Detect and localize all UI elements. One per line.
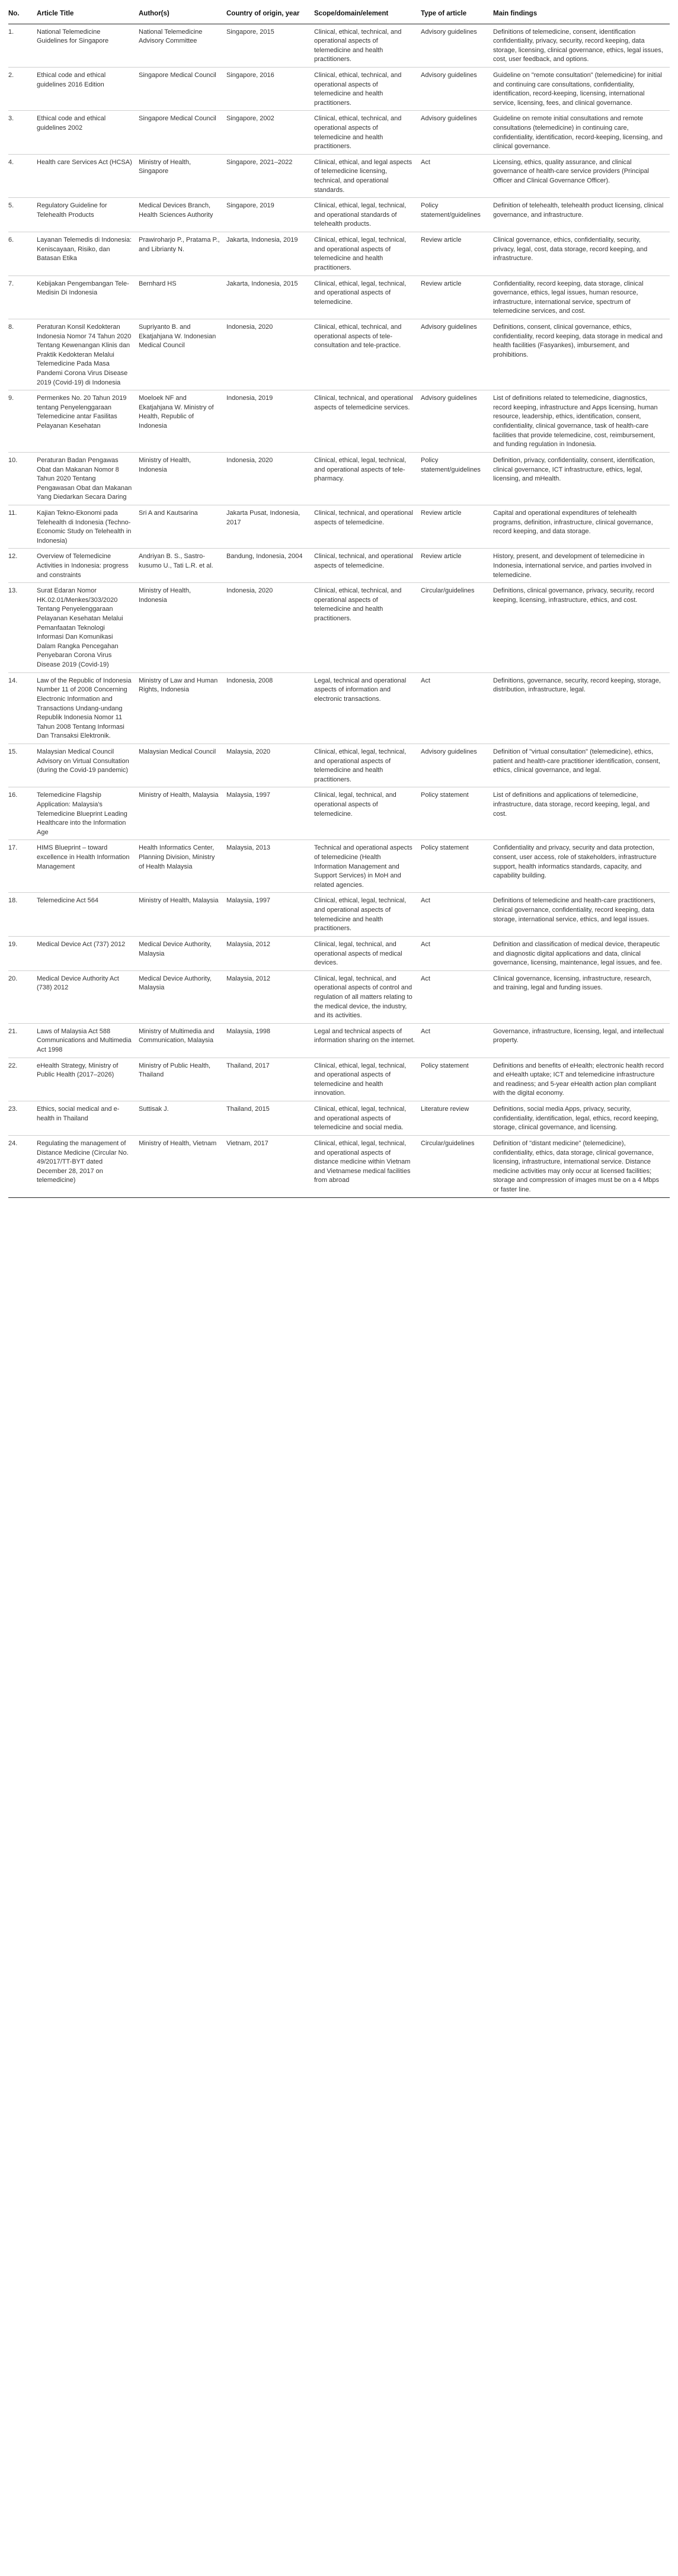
cell-scope: Clinical, ethical, and legal aspects of telemedicine licensing, technical, and operational standards. bbox=[314, 154, 421, 197]
cell-no: 21. bbox=[8, 1023, 37, 1058]
cell-no: 13. bbox=[8, 583, 37, 672]
cell-type: Literature review bbox=[421, 1101, 493, 1136]
cell-authors: Supriyanto B. and Ekatjahjana W. Indonesian Medical Council bbox=[139, 319, 226, 390]
cell-country-year: Singapore, 2015 bbox=[226, 24, 314, 67]
column-header-no: No. bbox=[8, 7, 37, 24]
cell-authors: Ministry of Multimedia and Communication, Malaysia bbox=[139, 1023, 226, 1058]
cell-no: 3. bbox=[8, 111, 37, 154]
cell-article-title: Layanan Telemedis di Indonesia: Keniscayaan, Risiko, dan Batasan Etika bbox=[37, 232, 139, 275]
cell-main-findings: History, present, and development of telemedicine in Indonesia, international service, and parties involved in telemedicine. bbox=[493, 549, 670, 583]
cell-article-title: Medical Device Authority Act (738) 2012 bbox=[37, 970, 139, 1023]
cell-no: 9. bbox=[8, 390, 37, 453]
table-row bbox=[8, 744, 670, 787]
table-row bbox=[8, 1135, 670, 1197]
cell-type: Act bbox=[421, 672, 493, 744]
cell-article-title: Law of the Republic of Indonesia Number 11 of 2008 Concerning Electronic Information and Transactions Undang-undang Republik Indonesia Nomor 11 Tahun 2008 Tentang Informasi Dan Transaksi Elektronik. bbox=[37, 672, 139, 744]
cell-scope: Clinical, ethical, legal, technical, and operational standards of telehealth products. bbox=[314, 198, 421, 232]
cell-no: 11. bbox=[8, 505, 37, 548]
cell-no: 22. bbox=[8, 1058, 37, 1101]
cell-main-findings: Guideline on remote initial consultations and remote consultations (telemedicine) in continuing care, confidentiality, identification, record-keeping, licensing, and clinical governance. bbox=[493, 111, 670, 154]
cell-country-year: Malaysia, 1997 bbox=[226, 787, 314, 840]
cell-article-title: Peraturan Badan Pengawas Obat dan Makanan Nomor 8 Tahun 2020 Tentang Pengawasan Obat dan Makanan Yang Diedarkan Secara Daring bbox=[37, 452, 139, 505]
cell-main-findings: List of definitions related to telemedicine, diagnostics, record keeping, infrastructure and Apps licensing, human resource, leadership, ethics, identification, consent, confidentiality, clinical governance, task of health-care facilities that provide telemedicine, cost, reimbursement, and funding regulation in Indonesia. bbox=[493, 390, 670, 453]
cell-scope: Clinical, technical, and operational aspects of telemedicine services. bbox=[314, 390, 421, 453]
cell-authors: Ministry of Health, Indonesia bbox=[139, 452, 226, 505]
cell-country-year: Indonesia, 2008 bbox=[226, 672, 314, 744]
cell-article-title: Medical Device Act (737) 2012 bbox=[37, 936, 139, 970]
table-row bbox=[8, 1058, 670, 1101]
table-header-row bbox=[8, 7, 670, 24]
table-row bbox=[8, 154, 670, 197]
table-row bbox=[8, 970, 670, 1023]
cell-article-title: Kebijakan Pengembangan Tele-Medisin Di Indonesia bbox=[37, 275, 139, 319]
cell-main-findings: List of definitions and applications of telemedicine, infrastructure, data storage, record keeping, legal, and cost. bbox=[493, 787, 670, 840]
cell-scope: Clinical, ethical, technical, and operational aspects of telemedicine and health practitioners. bbox=[314, 583, 421, 672]
cell-authors: Ministry of Law and Human Rights, Indonesia bbox=[139, 672, 226, 744]
cell-type: Review article bbox=[421, 505, 493, 548]
cell-authors: Moeloek NF and Ekatjahjana W. Ministry of Health, Republic of Indonesia bbox=[139, 390, 226, 453]
cell-country-year: Malaysia, 1997 bbox=[226, 893, 314, 936]
cell-article-title: Surat Edaran Nomor HK.02.01/Menkes/303/2020 Tentang Penyelenggaraan Pelayanan Kesehatan Melalui Pemanfaatan Teknologi Informasi Dan Komunikasi Dalam Rangka Pencegahan Penyebaran Corona Virus Disease 2019 (Covid-19) bbox=[37, 583, 139, 672]
cell-no: 17. bbox=[8, 840, 37, 893]
cell-type: Advisory guidelines bbox=[421, 67, 493, 110]
table-row bbox=[8, 232, 670, 275]
cell-authors: Ministry of Health, Vietnam bbox=[139, 1135, 226, 1197]
table-row bbox=[8, 319, 670, 390]
cell-article-title: Regulatory Guideline for Telehealth Products bbox=[37, 198, 139, 232]
cell-main-findings: Definitions, clinical governance, privacy, security, record keeping, licensing, infrastructure, ethics, and cost. bbox=[493, 583, 670, 672]
telemedicine-literature-table bbox=[8, 7, 670, 1198]
cell-article-title: Ethics, social medical and e-health in Thailand bbox=[37, 1101, 139, 1136]
cell-scope: Clinical, legal, technical, and operational aspects of control and regulation of all matters relating to the medical device, the industry, and its activities. bbox=[314, 970, 421, 1023]
column-header-main-findings: Main findings bbox=[493, 7, 670, 24]
cell-no: 24. bbox=[8, 1135, 37, 1197]
table-row bbox=[8, 893, 670, 936]
cell-main-findings: Definitions, consent, clinical governance, ethics, confidentiality, record keeping, data storage in medical and health facilities (Fasyankes), imbursement, and prohibitions. bbox=[493, 319, 670, 390]
cell-type: Act bbox=[421, 893, 493, 936]
table-row bbox=[8, 452, 670, 505]
cell-type: Circular/guidelines bbox=[421, 583, 493, 672]
cell-article-title: Overview of Telemedicine Activities in Indonesia: progress and constraints bbox=[37, 549, 139, 583]
cell-authors: Singapore Medical Council bbox=[139, 111, 226, 154]
cell-type: Policy statement bbox=[421, 1058, 493, 1101]
cell-authors: Health Informatics Center, Planning Division, Ministry of Health Malaysia bbox=[139, 840, 226, 893]
cell-scope: Clinical, ethical, technical, and operational aspects of telemedicine and health practitioners. bbox=[314, 67, 421, 110]
table-row bbox=[8, 198, 670, 232]
column-header-authors: Author(s) bbox=[139, 7, 226, 24]
cell-country-year: Bandung, Indonesia, 2004 bbox=[226, 549, 314, 583]
cell-article-title: Permenkes No. 20 Tahun 2019 tentang Penyelenggaraan Telemedicine antar Fasilitas Pelayanan Kesehatan bbox=[37, 390, 139, 453]
cell-type: Circular/guidelines bbox=[421, 1135, 493, 1197]
cell-article-title: Laws of Malaysia Act 588 Communications and Multimedia Act 1998 bbox=[37, 1023, 139, 1058]
cell-main-findings: Governance, infrastructure, licensing, legal, and intellectual property. bbox=[493, 1023, 670, 1058]
cell-article-title: Ethical code and ethical guidelines 2002 bbox=[37, 111, 139, 154]
cell-country-year: Indonesia, 2019 bbox=[226, 390, 314, 453]
table-row bbox=[8, 390, 670, 453]
cell-authors: Andriyan B. S., Sastro-kusumo U., Tati L.R. et al. bbox=[139, 549, 226, 583]
cell-main-findings: Confidentiality, record keeping, data storage, clinical governance, ethics, legal issues, human resource, infrastructure, international service, spectrum of telemedicine services, and cost. bbox=[493, 275, 670, 319]
cell-country-year: Malaysia, 2012 bbox=[226, 970, 314, 1023]
cell-article-title: Telemedicine Flagship Application: Malaysia's Telemedicine Blueprint Leading Healthcare into the Information Age bbox=[37, 787, 139, 840]
cell-type: Review article bbox=[421, 549, 493, 583]
cell-main-findings: Clinical governance, ethics, confidentiality, security, privacy, legal, cost, data storage, record keeping, and infrastructure. bbox=[493, 232, 670, 275]
cell-type: Advisory guidelines bbox=[421, 319, 493, 390]
table-row bbox=[8, 936, 670, 970]
cell-article-title: eHealth Strategy, Ministry of Public Health (2017–2026) bbox=[37, 1058, 139, 1101]
table-row bbox=[8, 1101, 670, 1136]
cell-country-year: Vietnam, 2017 bbox=[226, 1135, 314, 1197]
cell-article-title: Regulating the management of Distance Medicine (Circular No. 49/2017/TT-BYT dated December 28, 2017 on telemedicine) bbox=[37, 1135, 139, 1197]
cell-country-year: Malaysia, 2013 bbox=[226, 840, 314, 893]
cell-type: Advisory guidelines bbox=[421, 744, 493, 787]
cell-country-year: Malaysia, 1998 bbox=[226, 1023, 314, 1058]
cell-no: 6. bbox=[8, 232, 37, 275]
cell-country-year: Singapore, 2021–2022 bbox=[226, 154, 314, 197]
cell-scope: Clinical, technical, and operational aspects of telemedicine. bbox=[314, 505, 421, 548]
cell-type: Advisory guidelines bbox=[421, 111, 493, 154]
cell-no: 5. bbox=[8, 198, 37, 232]
cell-type: Act bbox=[421, 970, 493, 1023]
cell-article-title: Peraturan Konsil Kedokteran Indonesia Nomor 74 Tahun 2020 Tentang Kewenangan Klinis dan Praktik Kedokteran Melalui Telemedicine Pada Masa Pandemi Corona Virus Disease 2019 (Covid-19) di Indonesia bbox=[37, 319, 139, 390]
cell-main-findings: Definition of "virtual consultation" (telemedicine), ethics, patient and health-care practitioner identification, consent, ethics, clinical governance, and legal. bbox=[493, 744, 670, 787]
cell-authors: Ministry of Public Health, Thailand bbox=[139, 1058, 226, 1101]
cell-main-findings: Definition, privacy, confidentiality, consent, identification, clinical governance, ICT infrastructure, ethics, legal, licensing, and mHealth. bbox=[493, 452, 670, 505]
cell-scope: Clinical, ethical, technical, and operational aspects of telemedicine and health practitioners. bbox=[314, 24, 421, 67]
cell-article-title: Health care Services Act (HCSA) bbox=[37, 154, 139, 197]
cell-main-findings: Capital and operational expenditures of telehealth programs, definition, infrastructure, clinical governance, record keeping, and data storage. bbox=[493, 505, 670, 548]
cell-scope: Clinical, ethical, legal, technical, and operational aspects of telemedicine and health innovation. bbox=[314, 1058, 421, 1101]
column-header-country-year: Country of origin, year bbox=[226, 7, 314, 24]
cell-main-findings: Confidentiality and privacy, security and data protection, consent, user access, role of stakeholders, infrastructure support, health informatics standards, capacity, and capability building. bbox=[493, 840, 670, 893]
cell-type: Policy statement bbox=[421, 787, 493, 840]
table-row bbox=[8, 672, 670, 744]
table-row bbox=[8, 549, 670, 583]
cell-scope: Clinical, ethical, technical, and operational aspects of tele-consultation and tele-practice. bbox=[314, 319, 421, 390]
cell-no: 10. bbox=[8, 452, 37, 505]
cell-no: 23. bbox=[8, 1101, 37, 1136]
cell-scope: Clinical, ethical, legal, technical, and operational aspects of tele-pharmacy. bbox=[314, 452, 421, 505]
cell-type: Advisory guidelines bbox=[421, 390, 493, 453]
cell-authors: Bernhard HS bbox=[139, 275, 226, 319]
column-header-scope: Scope/domain/element bbox=[314, 7, 421, 24]
table-body bbox=[8, 24, 670, 1197]
cell-country-year: Indonesia, 2020 bbox=[226, 319, 314, 390]
table-row bbox=[8, 840, 670, 893]
cell-article-title: National Telemedicine Guidelines for Singapore bbox=[37, 24, 139, 67]
cell-no: 1. bbox=[8, 24, 37, 67]
cell-type: Act bbox=[421, 154, 493, 197]
cell-type: Review article bbox=[421, 232, 493, 275]
cell-authors: Ministry of Health, Malaysia bbox=[139, 787, 226, 840]
cell-scope: Clinical, ethical, legal, technical, and operational aspects of telemedicine and health practitioners. bbox=[314, 232, 421, 275]
cell-country-year: Jakarta, Indonesia, 2019 bbox=[226, 232, 314, 275]
cell-main-findings: Definitions, social media Apps, privacy, security, confidentiality, identification, legal, ethics, record keeping, storage, clinical governance, and licensing. bbox=[493, 1101, 670, 1136]
cell-no: 4. bbox=[8, 154, 37, 197]
cell-country-year: Malaysia, 2012 bbox=[226, 936, 314, 970]
table-row bbox=[8, 505, 670, 548]
cell-no: 2. bbox=[8, 67, 37, 110]
cell-scope: Clinical, ethical, legal, technical, and operational aspects of telemedicine and social media. bbox=[314, 1101, 421, 1136]
cell-scope: Technical and operational aspects of telemedicine (Health Information Management and Support Services) in MoH and related agencies. bbox=[314, 840, 421, 893]
cell-country-year: Indonesia, 2020 bbox=[226, 452, 314, 505]
cell-no: 15. bbox=[8, 744, 37, 787]
cell-country-year: Singapore, 2019 bbox=[226, 198, 314, 232]
table-row bbox=[8, 583, 670, 672]
cell-authors: Singapore Medical Council bbox=[139, 67, 226, 110]
cell-scope: Clinical, technical, and operational aspects of telemedicine. bbox=[314, 549, 421, 583]
cell-scope: Legal and technical aspects of information sharing on the internet. bbox=[314, 1023, 421, 1058]
cell-authors: Ministry of Health, Malaysia bbox=[139, 893, 226, 936]
table-row bbox=[8, 275, 670, 319]
cell-authors: Malaysian Medical Council bbox=[139, 744, 226, 787]
table-row bbox=[8, 111, 670, 154]
cell-main-findings: Definitions, governance, security, record keeping, storage, distribution, infrastructure, legal. bbox=[493, 672, 670, 744]
cell-article-title: Malaysian Medical Council Advisory on Virtual Consultation (during the Covid-19 pandemic) bbox=[37, 744, 139, 787]
cell-scope: Clinical, ethical, legal, technical, and operational aspects of telemedicine and health practitioners. bbox=[314, 744, 421, 787]
cell-main-findings: Guideline on "remote consultation" (telemedicine) for initial and continuing care consultations, confidentiality, identification, record-keeping, licensing, international service, licensing, fees, and clinical governance. bbox=[493, 67, 670, 110]
cell-no: 8. bbox=[8, 319, 37, 390]
cell-type: Act bbox=[421, 1023, 493, 1058]
cell-authors: Prawiroharjo P., Pratama P., and Librianty N. bbox=[139, 232, 226, 275]
cell-article-title: Ethical code and ethical guidelines 2016 Edition bbox=[37, 67, 139, 110]
table-row bbox=[8, 24, 670, 67]
cell-authors: Ministry of Health, Indonesia bbox=[139, 583, 226, 672]
cell-main-findings: Definitions of telemedicine and health-care practitioners, clinical governance, confidentiality, record keeping, data storage, international service, ethics, and legal issues. bbox=[493, 893, 670, 936]
cell-type: Policy statement/guidelines bbox=[421, 452, 493, 505]
cell-scope: Clinical, legal, technical, and operational aspects of medical devices. bbox=[314, 936, 421, 970]
cell-article-title: Telemedicine Act 564 bbox=[37, 893, 139, 936]
cell-type: Act bbox=[421, 936, 493, 970]
cell-scope: Clinical, ethical, legal, technical, and operational aspects of telemedicine and health practitioners. bbox=[314, 893, 421, 936]
table-row bbox=[8, 787, 670, 840]
cell-main-findings: Definitions and benefits of eHealth; electronic health record and eHealth uptake; ICT and telemedicine infrastructure and readiness; and 5-year eHealth action plan compliant with the digital economy. bbox=[493, 1058, 670, 1101]
cell-country-year: Malaysia, 2020 bbox=[226, 744, 314, 787]
cell-authors: Medical Device Authority, Malaysia bbox=[139, 970, 226, 1023]
table-row bbox=[8, 1023, 670, 1058]
cell-article-title: HIMS Blueprint – toward excellence in Health Information Management bbox=[37, 840, 139, 893]
cell-type: Advisory guidelines bbox=[421, 24, 493, 67]
cell-country-year: Jakarta Pusat, Indonesia, 2017 bbox=[226, 505, 314, 548]
cell-no: 19. bbox=[8, 936, 37, 970]
column-header-article-title: Article Title bbox=[37, 7, 139, 24]
cell-no: 18. bbox=[8, 893, 37, 936]
cell-authors: Medical Device Authority, Malaysia bbox=[139, 936, 226, 970]
cell-type: Review article bbox=[421, 275, 493, 319]
cell-main-findings: Definitions of telemedicine, consent, identification confidentiality, privacy, security, record keeping, data storage, licensing, clinical governance, ethics, legal issues, cost, user feedback, and options. bbox=[493, 24, 670, 67]
cell-country-year: Singapore, 2016 bbox=[226, 67, 314, 110]
cell-no: 12. bbox=[8, 549, 37, 583]
cell-scope: Clinical, ethical, legal, technical, and operational aspects of telemedicine. bbox=[314, 275, 421, 319]
cell-authors: Suttisak J. bbox=[139, 1101, 226, 1136]
document-page bbox=[0, 0, 678, 1198]
cell-article-title: Kajian Tekno-Ekonomi pada Telehealth di Indonesia (Techno-Economic Study on Telehealth in Indonesia) bbox=[37, 505, 139, 548]
cell-main-findings: Clinical governance, licensing, infrastructure, research, and training, legal and funding issues. bbox=[493, 970, 670, 1023]
cell-authors: Ministry of Health, Singapore bbox=[139, 154, 226, 197]
cell-no: 20. bbox=[8, 970, 37, 1023]
cell-authors: National Telemedicine Advisory Committee bbox=[139, 24, 226, 67]
cell-scope: Clinical, ethical, legal, technical, and operational aspects of distance medicine within Vietnam and Vietnamese medical facilities from abroad bbox=[314, 1135, 421, 1197]
cell-main-findings: Definition and classification of medical device, therapeutic and diagnostic digital applications and data, clinical governance, licensing, maintenance, legal issues, and fee. bbox=[493, 936, 670, 970]
cell-scope: Clinical, ethical, technical, and operational aspects of telemedicine and health practitioners. bbox=[314, 111, 421, 154]
cell-no: 14. bbox=[8, 672, 37, 744]
table-row bbox=[8, 67, 670, 110]
cell-main-findings: Licensing, ethics, quality assurance, and clinical governance of health-care service providers (Principal Officer and Clinical Governance Officer). bbox=[493, 154, 670, 197]
cell-country-year: Thailand, 2015 bbox=[226, 1101, 314, 1136]
cell-main-findings: Definition of "distant medicine" (telemedicine), confidentiality, ethics, data storage, clinical governance, licensing, infrastructure, international service. Distance medicine activities may only occur at licensed facilities; storage and compression of images must be on a 4 Mbps or faster line. bbox=[493, 1135, 670, 1197]
cell-authors: Medical Devices Branch, Health Sciences Authority bbox=[139, 198, 226, 232]
cell-no: 7. bbox=[8, 275, 37, 319]
cell-country-year: Thailand, 2017 bbox=[226, 1058, 314, 1101]
cell-country-year: Singapore, 2002 bbox=[226, 111, 314, 154]
cell-no: 16. bbox=[8, 787, 37, 840]
cell-type: Policy statement/guidelines bbox=[421, 198, 493, 232]
cell-country-year: Indonesia, 2020 bbox=[226, 583, 314, 672]
cell-scope: Legal, technical and operational aspects of information and electronic transactions. bbox=[314, 672, 421, 744]
cell-authors: Sri A and Kautsarina bbox=[139, 505, 226, 548]
cell-country-year: Jakarta, Indonesia, 2015 bbox=[226, 275, 314, 319]
cell-scope: Clinical, legal, technical, and operational aspects of telemedicine. bbox=[314, 787, 421, 840]
column-header-type: Type of article bbox=[421, 7, 493, 24]
cell-type: Policy statement bbox=[421, 840, 493, 893]
cell-main-findings: Definition of telehealth, telehealth product licensing, clinical governance, and infrastructure. bbox=[493, 198, 670, 232]
